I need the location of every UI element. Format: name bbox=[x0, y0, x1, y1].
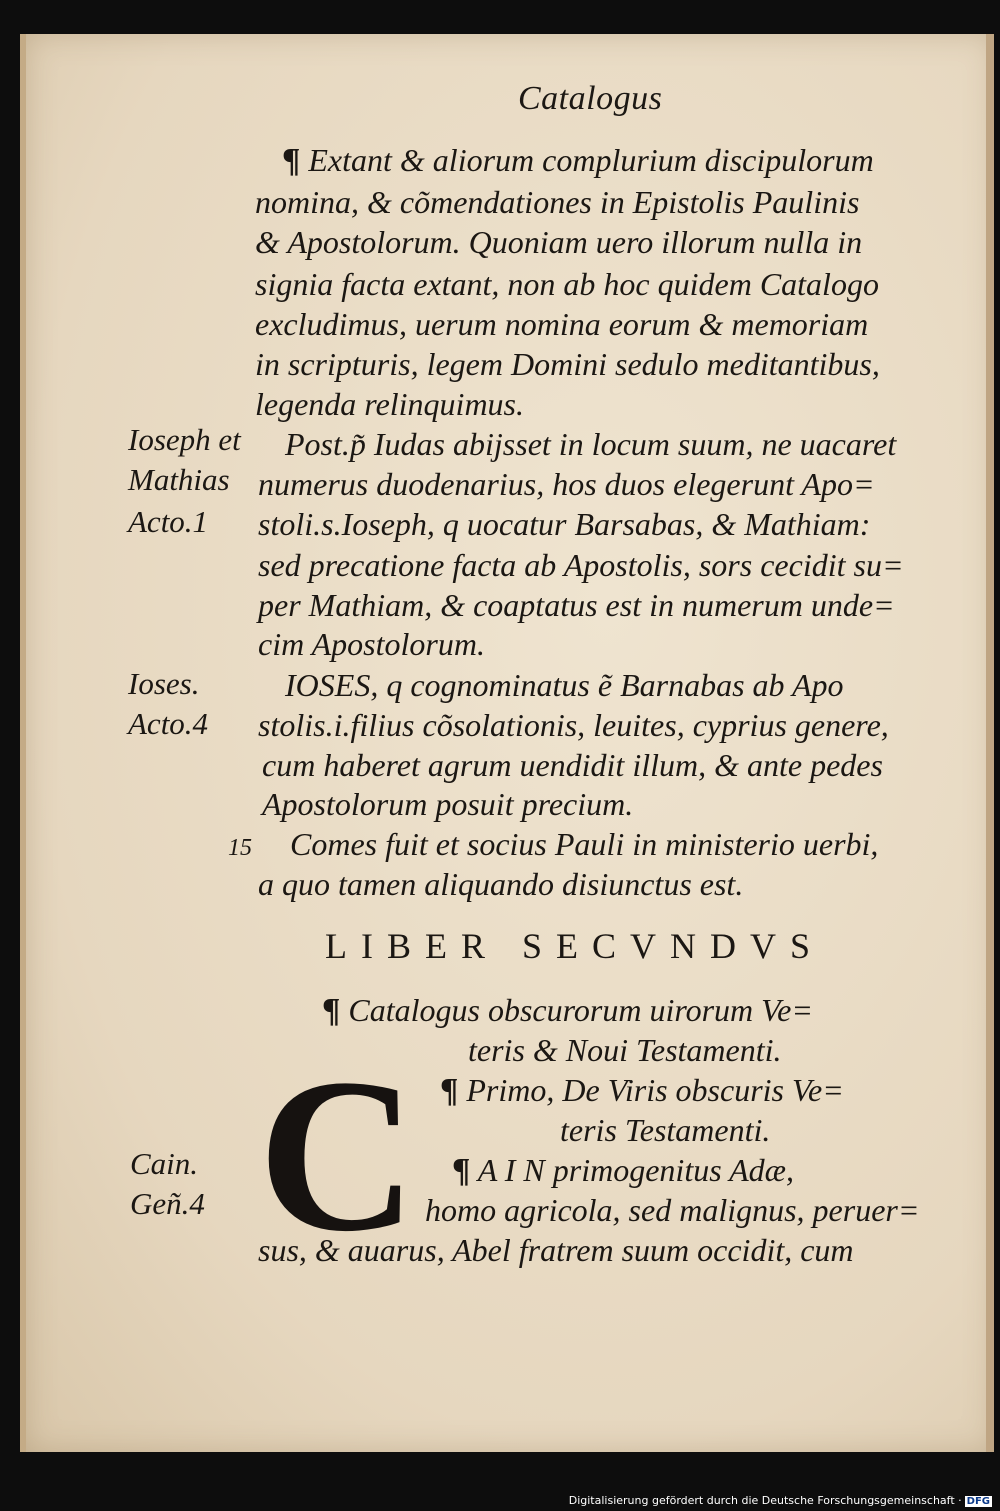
margin-note: Ioses. bbox=[128, 666, 200, 701]
text-line: teris & Noui Testamenti. bbox=[468, 1032, 782, 1068]
dfg-logo-icon: DFG bbox=[966, 1496, 990, 1507]
text-line: a quo tamen aliquando disiunctus est. bbox=[258, 866, 744, 902]
running-head: Catalogus bbox=[518, 80, 663, 117]
text-line: in scripturis, legem Domini sedulo meditantibus, bbox=[255, 346, 880, 382]
pilcrow-icon: ¶ bbox=[282, 142, 301, 179]
text-line: & Apostolorum. Quoniam uero illorum nulla in bbox=[255, 224, 863, 260]
text-line: sus, & auarus, Abel fratrem suum occidit, cum bbox=[258, 1232, 854, 1268]
margin-note: Acto.1 bbox=[128, 504, 209, 539]
text-line: per Mathiam, & coaptatus est in numerum unde= bbox=[258, 587, 895, 623]
pilcrow-icon: ¶ bbox=[322, 992, 341, 1029]
text-line: Post.p̃ Iudas abijsset in locum suum, ne uacaret bbox=[285, 426, 897, 462]
drop-cap: C bbox=[258, 1033, 417, 1277]
text-line: sed precatione facta ab Apostolis, sors cecidit su= bbox=[258, 547, 904, 583]
text-line: IOSES, q cognominatus ẽ Barnabas ab Apo bbox=[285, 667, 844, 703]
text-line: excludimus, uerum nomina eorum & memoriam bbox=[255, 306, 869, 342]
page-edge bbox=[986, 34, 994, 1452]
text-line: ¶ A I N primogenitus Adæ, bbox=[452, 1152, 794, 1189]
text-line: teris Testamenti. bbox=[560, 1112, 771, 1148]
text-line: cum haberet agrum uendidit illum, & ante pedes bbox=[262, 747, 883, 783]
text-line: signia facta extant, non ab hoc quidem Catalogo bbox=[255, 266, 879, 302]
text-line: stoli.s.Ioseph, q uocatur Barsabas, & Mathiam: bbox=[258, 506, 871, 542]
margin-note: Acto.4 bbox=[128, 706, 209, 741]
pilcrow-icon: ¶ bbox=[452, 1152, 471, 1189]
text-line: nomina, & cõmendationes in Epistolis Paulinis bbox=[255, 184, 860, 220]
text-line: ¶ Primo, De Viris obscuris Ve= bbox=[440, 1072, 844, 1109]
margin-note: Mathias bbox=[128, 462, 230, 497]
margin-note: Cain. bbox=[130, 1146, 199, 1181]
text-line: numerus duodenarius, hos duos elegerunt Apo= bbox=[258, 466, 875, 502]
text-line: ¶ Extant & aliorum complurium discipulorum bbox=[282, 142, 874, 179]
text-line: stolis.i.filius cõsolationis, leuites, cyprius genere, bbox=[258, 707, 889, 743]
text-line: cim Apostolorum. bbox=[258, 626, 485, 662]
text-line: Apostolorum posuit precium. bbox=[262, 786, 634, 822]
text-line: Comes fuit et socius Pauli in ministerio uerbi, bbox=[290, 826, 879, 862]
section-heading: LIBER SECVNDVS bbox=[325, 926, 825, 966]
digitization-footer: Digitalisierung gefördert durch die Deutsche Forschungsgemeinschaft · DFG bbox=[568, 1494, 990, 1507]
pilcrow-icon: ¶ bbox=[440, 1072, 459, 1109]
margin-number: 15 bbox=[228, 835, 252, 861]
text-line: ¶ Catalogus obscurorum uirorum Ve= bbox=[322, 992, 813, 1029]
margin-note: Geñ.4 bbox=[130, 1186, 205, 1221]
margin-note: Ioseph et bbox=[128, 422, 241, 457]
text-line: legenda relinquimus. bbox=[255, 386, 524, 422]
text-line: homo agricola, sed malignus, peruer= bbox=[425, 1192, 920, 1228]
